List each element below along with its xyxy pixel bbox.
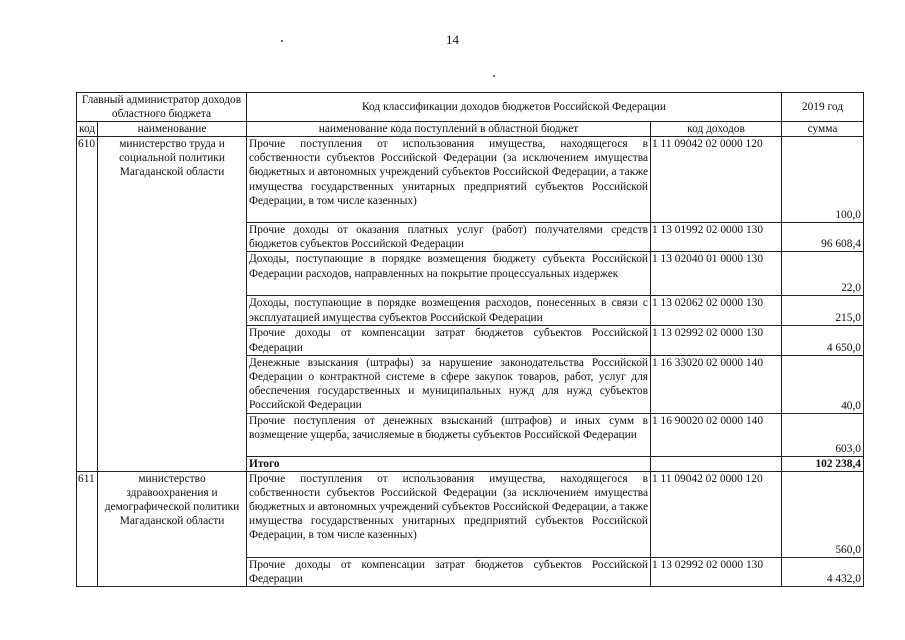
revenue-amount: 100,0 xyxy=(782,137,864,223)
year-header: 2019 год xyxy=(782,93,864,122)
revenue-code: 1 13 02992 02 0000 130 xyxy=(651,557,782,586)
revenue-code: 1 13 01992 02 0000 130 xyxy=(651,223,782,252)
col-desc-header: наименование кода поступлений в областной бюджет xyxy=(247,122,651,137)
revenue-amount: 4 650,0 xyxy=(782,326,864,355)
revenue-code: 1 16 90020 02 0000 140 xyxy=(651,413,782,456)
col-sum-header: сумма xyxy=(782,122,864,137)
classification-header: Код классификации доходов бюджетов Российской Федерации xyxy=(247,93,782,122)
col-code-header: код xyxy=(77,122,98,137)
revenue-code: 1 13 02992 02 0000 130 xyxy=(651,326,782,355)
admin-group-header: Главный администратор доходов областного бюджета xyxy=(77,93,247,122)
revenue-amount: 4 432,0 xyxy=(782,557,864,586)
admin-code: 610 xyxy=(77,137,98,471)
col-kod-header: код доходов xyxy=(651,122,782,137)
admin-name: министерство труда и социальной политики Магаданской области xyxy=(98,137,247,471)
revenue-code: 1 16 33020 02 0000 140 xyxy=(651,355,782,413)
revenue-description: Денежные взыскания (штрафы) за нарушение законодательства Российской Федерации о контрактной системе в сфере закупок товаров, работ, услуг для обеспечения государственных и муниципальных нужд для нужд субъектов Российской Федерации xyxy=(247,355,651,413)
revenue-code: 1 11 09042 02 0000 120 xyxy=(651,471,782,557)
revenue-code: 1 13 02062 02 0000 130 xyxy=(651,296,782,326)
revenue-description: Прочие поступления от денежных взысканий (штрафов) и иных сумм в возмещение ущерба, зачисляемые в бюджеты субъектов Российской Федерации xyxy=(247,413,651,456)
scan-speck xyxy=(281,40,283,42)
table-subheader-row xyxy=(77,122,864,137)
total-label: Итого xyxy=(247,456,651,471)
total-empty-cell xyxy=(651,456,782,471)
revenue-amount: 96 608,4 xyxy=(782,223,864,252)
revenue-amount: 40,0 xyxy=(782,355,864,413)
revenue-code: 1 13 02040 01 0000 130 xyxy=(651,252,782,296)
revenue-amount: 215,0 xyxy=(782,296,864,326)
table-row xyxy=(77,471,864,557)
admin-code: 611 xyxy=(77,471,98,586)
scan-speck xyxy=(493,75,495,77)
revenue-description: Доходы, поступающие в порядке возмещения бюджету субъекта Российской Федерации расходов, направленных на покрытие процессуальных издержек xyxy=(247,252,651,296)
revenue-description: Прочие поступления от использования имущества, находящегося в собственности субъектов Российской Федерации (за исключением имущества бюджетных и автономных учреждений субъектов Российской Федерации, а также имущества государственных унитарных предприятий субъектов Российской Федерации, в том числе казенных) xyxy=(247,471,651,557)
admin-name: министерство здравоохранения и демографической политики Магаданской области xyxy=(98,471,247,586)
revenue-description: Прочие доходы от компенсации затрат бюджетов субъектов Российской Федерации xyxy=(247,326,651,355)
revenue-description: Прочие доходы от оказания платных услуг (работ) получателями средств бюджетов субъектов Российской Федерации xyxy=(247,223,651,252)
revenue-description: Прочие доходы от компенсации затрат бюджетов субъектов Российской Федерации xyxy=(247,557,651,586)
revenue-code: 1 11 09042 02 0000 120 xyxy=(651,137,782,223)
page-number: 14 xyxy=(446,32,459,47)
table-row xyxy=(77,137,864,223)
revenue-description: Прочие поступления от использования имущества, находящегося в собственности субъектов Российской Федерации (за исключением имущества бюджетных и автономных учреждений субъектов Российской Федерации, а также имущества государственных унитарных предприятий субъектов Российской Федерации, в том числе казенных) xyxy=(247,137,651,223)
total-amount: 102 238,4 xyxy=(782,456,864,471)
revenue-table xyxy=(76,92,864,587)
col-name-header: наименование xyxy=(98,122,247,137)
revenue-description: Доходы, поступающие в порядке возмещения расходов, понесенных в связи с эксплуатацией имущества субъектов Российской Федерации xyxy=(247,296,651,326)
revenue-amount: 560,0 xyxy=(782,471,864,557)
revenue-amount: 22,0 xyxy=(782,252,864,296)
revenue-amount: 603,0 xyxy=(782,413,864,456)
table-header-row xyxy=(77,93,864,122)
